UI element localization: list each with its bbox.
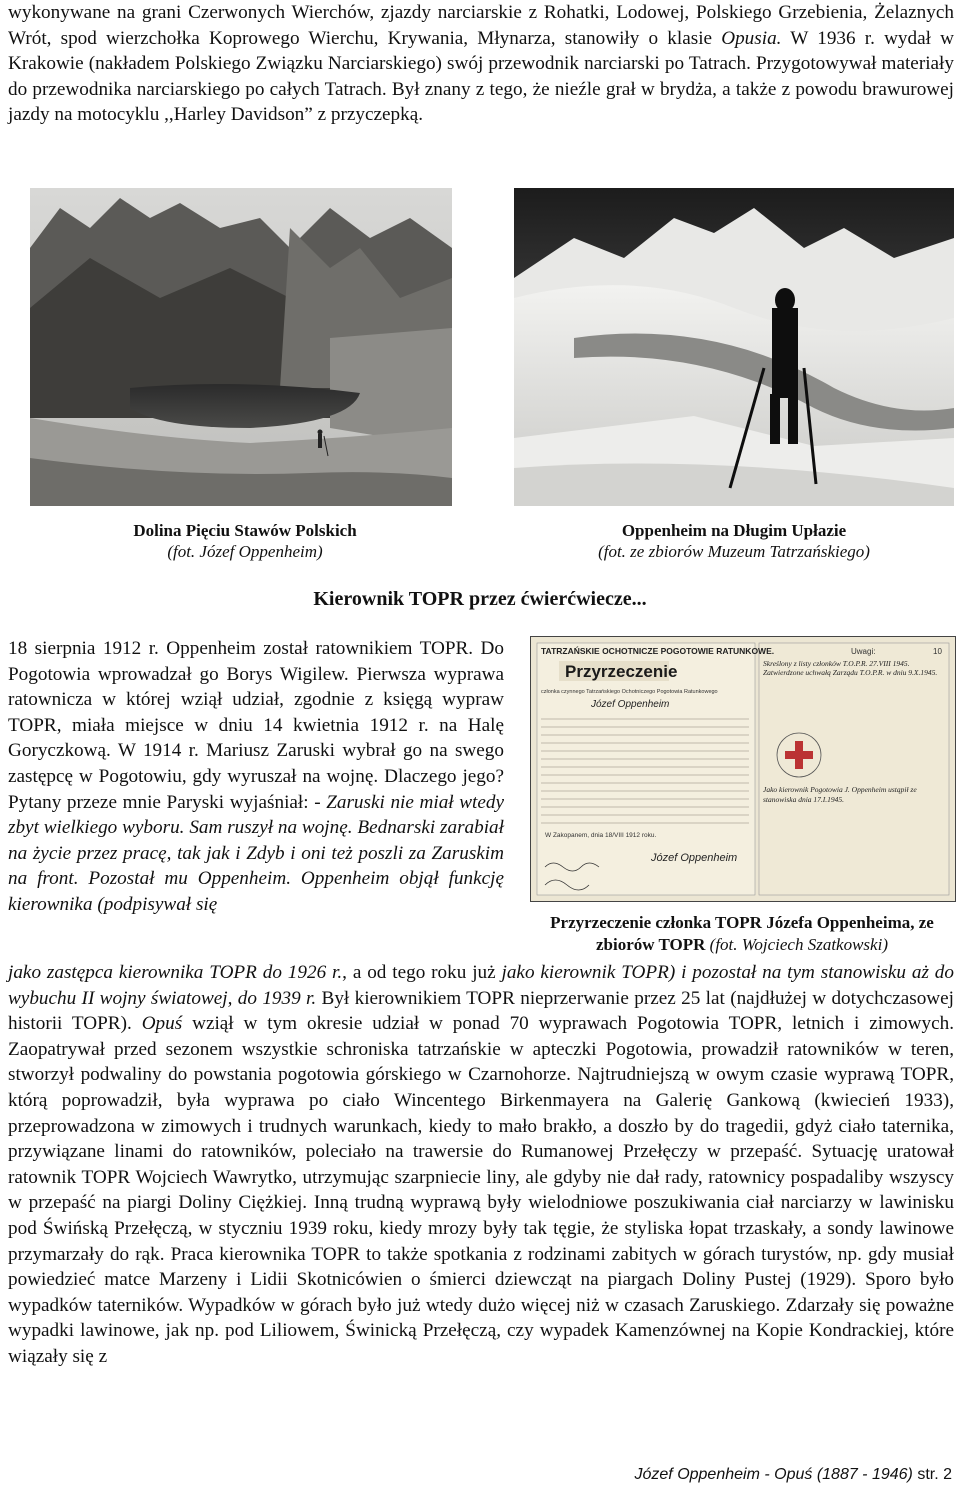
document-caption (530, 912, 954, 956)
document-uwagi: Uwagi: (851, 647, 876, 656)
photo2-caption (530, 520, 938, 562)
intro-text-1: wykonywane na grani Czerwonych Wierchów, zjazdy narciarskie z Rohatki, Lodowej, Polskiego Grzebienia, Żelaznych Wrót, spod wierzchołka Koprowego Wierchu, Krywania, Młynarza, stanowiły o klasie (8, 2, 954, 49)
left-text: 18 sierpnia 1912 r. Oppenheim został ratownikiem TOPR. Do Pogotowia wprowadzał go Borys Wigilew. Pierwsza wyprawa ratownicza w której wziął udział, zgodnie z księgą wypraw TOPR, miała miejsce w dniu 14 kwietnia 1912 r. na Halę Goryczkową. W 1914 r. Mariusz Zaruski wybrał go na swego zastępcę w Pogotowiu, gdy wyruszał na wojnę. Dlaczego jego? Pytany przeze mnie Paryski wyjaśniał: - (8, 638, 504, 813)
bottom-text-italic-3: Opuś (141, 1013, 183, 1035)
bottom-text-1: , a od tego roku już (342, 962, 502, 983)
photo-oppenheim-dlugi-uplaz (514, 188, 954, 506)
document-caption-credit: (fot. Wojciech Szatkowski) (705, 935, 888, 954)
footer-page-number: str. 2 (912, 1466, 952, 1483)
document-note-2: Jako kierownik Pogotowia J. Oppenheim ustąpił ze stanowiska dnia 17.I.1945. (763, 785, 917, 804)
photo1-caption-credit: (fot. Józef Oppenheim) (167, 542, 323, 561)
document-title: Przyrzeczenie (565, 662, 678, 681)
document-note-1: Skreślony z listy członków T.O.P.R. 27.VIII 1945. Zatwierdzone uchwałą Zarządu T.O.P.R. w dniu 9.X.1945. (763, 659, 938, 677)
bottom-text-italic-2: jako kierownik TOPR) i pozostał na tym stanowisku aż do wybuchu II wojny światowej, do 1939 r. (8, 962, 954, 1009)
intro-text-2: W 1936 r. wydał w Krakowie (nakładem Polskiego Związku Narciarskiego) swój przewodnik narciarski po Tatrach. Przygotowywał materiały do przewodnika narciarskiego po całych Tatrach. Był znany z tego, że nieźle grał w brydża, a także z powodu brawurowej jazdy na motocyklu ,,Harley Davidson” z przyczepką. (8, 27, 954, 126)
document-caption-bold: Przyrzeczenie członka TOPR Józefa Oppenheima, ze zbiorów TOPR (550, 913, 934, 954)
document-date-line: W Zakopanem, dnia 18/VIII 1912 roku. (545, 832, 657, 839)
photo2-caption-title: Oppenheim na Długim Upłazie (621, 521, 847, 540)
left-text-italic: Zaruski nie miał wtedy zbyt wielkiego wyboru. Sam ruszył na wojnę. Bednarski zarabiał na życie przez pracę, tak jak i Zdyb i oni też poszli za Zaruskim na front. Pozostał mu Oppenheim. Oppenheim objął funkcję kierownika (podpisywał się (8, 791, 504, 915)
left-column-paragraph (8, 636, 504, 918)
footer-title: Józef Oppenheim - Opuś (1887 - 1946) (634, 1466, 913, 1483)
section-title: Kierownik TOPR przez ćwierćwiecze... (313, 588, 647, 610)
document-signature: Józef Oppenheim (651, 852, 738, 864)
document-name-handwritten: Józef Oppenheim (591, 699, 670, 710)
document-member-line: członka czynnego Tatrzańskiego Ochotniczego Pogotowia Ratunkowego (541, 689, 718, 695)
photo1-caption-title: Dolina Pięciu Stawów Polskich (133, 521, 357, 540)
intro-text-italic: Opusia. (721, 27, 782, 49)
bottom-text-italic-1: jako zastępca kierownika TOPR do 1926 r. (8, 962, 343, 983)
intro-paragraph (8, 0, 954, 128)
photo1-caption (60, 520, 430, 562)
bottom-text-3: wziął w tym okresie udział w ponad 70 wyprawach Pogotowia TOPR, letnich i zimowych. Zaopatrywał przed sezonem wszystkie schroniska tatrzańskie w apteczki Pogotowia, prowadził ratowników w teren, stworzył podwaliny do powstania pogotowia górskiego w Czarnohorze. Najtrudniejszą w owym czasie wyprawą TOPR, którą poprowadził, była wyprawa po ciało Wincentego Birkenmayera na Galerię Gankową (kwiecień 1933), przeprowadzona w zimowych i trudnych warunkach, kiedy to mało brakło, a doszło by do tragedii, gdyż ciało taternika, przywiązane linami do ratowników, poleciało na trawersie do Rumanowej Przełęczy w przepaść. Sytuację uratował ratownik TOPR Wojciech Wawrytko, utrzymując szarpniecie liny, ale gdyby nie dał rady, ratownicy pospadaliby wszyscy w przepaść na piargi Doliny Ciężkiej. Inną trudną wyprawą były wielodniowe poszukiwania ciał narciarzy w lawinisku pod Świńską Przełęczą, w styczniu 1939 roku, kiedy mrozy były tak tęgie, że styliska łopat trzaskały, a sondy lawinowe przymarzały do rąk. Praca kierownika TOPR to także spotkania z rodzinami zabitych w górach turystów, np. gdy musiał powiedzieć matce Marzeny i Lidii Skotnicówien o śmierci dziewcząt na piargach Doliny Pustej (1929). Sporo było wypadków taterników. Wypadków w górach było już wtedy dużo więcej niż w czasach Zaruskiego. Zdarzały się poważne wypadki lawinowe, jak np. pod Liliowem, Świnicką Przełęczą, czy wypadek Kamenzównej na Kopie Kondrackiej, które wiązały się z (8, 1013, 954, 1367)
document-page-number: 10 (933, 647, 942, 656)
bottom-text-2: Był kierownikiem TOPR nieprzerwanie przez 25 lat (najdłużej w dotychczasowej historii TOPR). (8, 987, 955, 1035)
page-footer (635, 1466, 953, 1484)
bottom-paragraph (8, 960, 954, 1370)
photo2-caption-credit: (fot. ze zbiorów Muzeum Tatrzańskiego) (598, 542, 870, 561)
document-header: TATRZAŃSKIE OCHOTNICZE POGOTOWIE RATUNKOWE. (541, 646, 775, 656)
photo-przyrzeczenie-document (530, 636, 956, 902)
photo-dolina-pieciu-stawow (30, 188, 452, 506)
